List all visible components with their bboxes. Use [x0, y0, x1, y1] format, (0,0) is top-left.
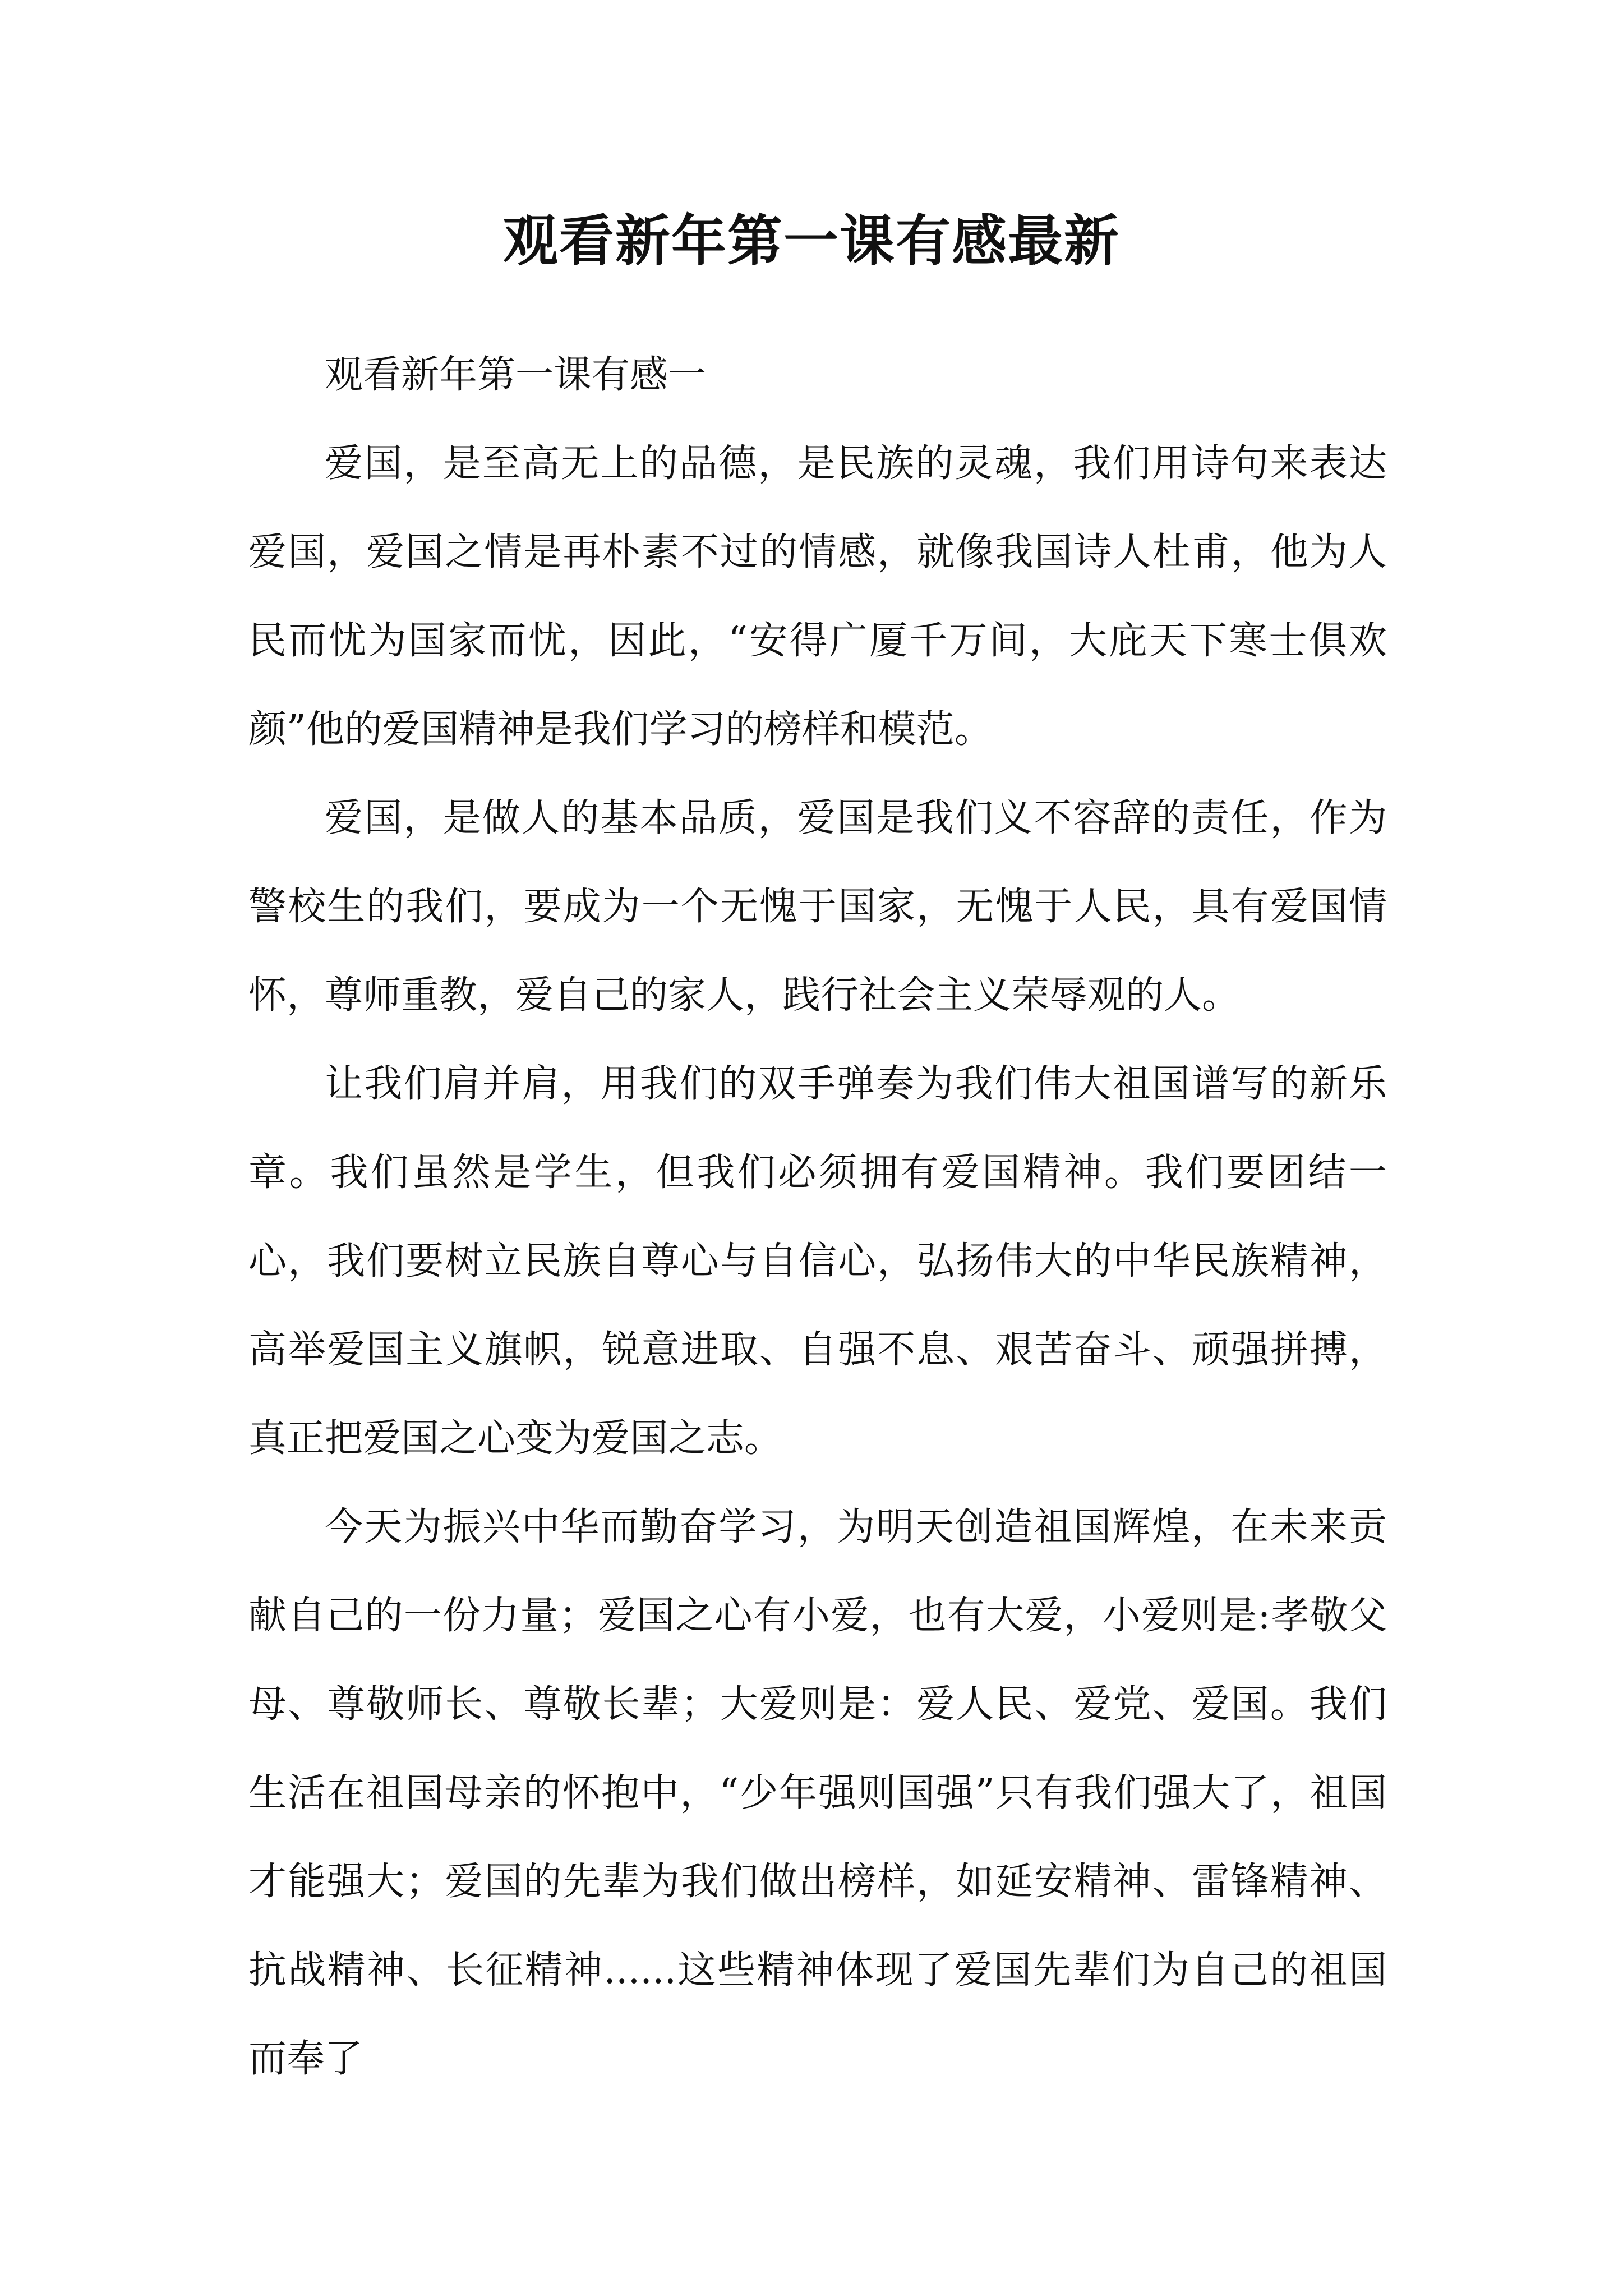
paragraph-3: 让我们肩并肩，用我们的双手弹奏为我们伟大祖国谱写的新乐章。我们虽然是学生，但我们必须拥有爱国精神。我们要团结一心，我们要树立民族自尊心与自信心，弘扬伟大的中华民族精神，高举爱国主义旗帜，锐意进取、自强不息、艰苦奋斗、顽强拼搏，真正把爱国之心变为爱国之志。	[248, 1062, 1387, 1461]
paragraph-2: 爱国，是做人的基本品质，爱国是我们义不容辞的责任，作为警校生的我们，要成为一个无愧于国家，无愧于人民，具有爱国情怀，尊师重教，爱自己的家人，践行社会主义荣辱观的人。	[248, 796, 1387, 1018]
paragraph-4: 今天为振兴中华而勤奋学习，为明天创造祖国辉煌，在未来贡献自己的一份力量；爱国之心有小爱，也有大爱，小爱则是:孝敬父母、尊敬师长、尊敬长辈；大爱则是：爱人民、爱党、爱国。我们生活在祖国母亲的怀抱中，“少年强则国强”只有我们强大了，祖国才能强大；爱国的先辈为我们做出榜样，如延安精神、雷锋精神、抗战精神、长征精神......这些精神体现了爱国先辈们为自己的祖国而奉了	[248, 1505, 1387, 2081]
paragraph-1: 爱国，是至高无上的品德，是民族的灵魂，我们用诗句来表达爱国，爱国之情是再朴素不过的情感，就像我国诗人杜甫，他为人民而忧为国家而忧，因此，“安得广厦千万间，大庇天下寒士俱欢颜”他的爱国精神是我们学习的榜样和模范。	[248, 441, 1387, 752]
section-heading: 观看新年第一课有感一	[325, 353, 707, 397]
document-title: 观看新年第一课有感最新	[502, 209, 1120, 273]
document-body	[248, 331, 1387, 2104]
